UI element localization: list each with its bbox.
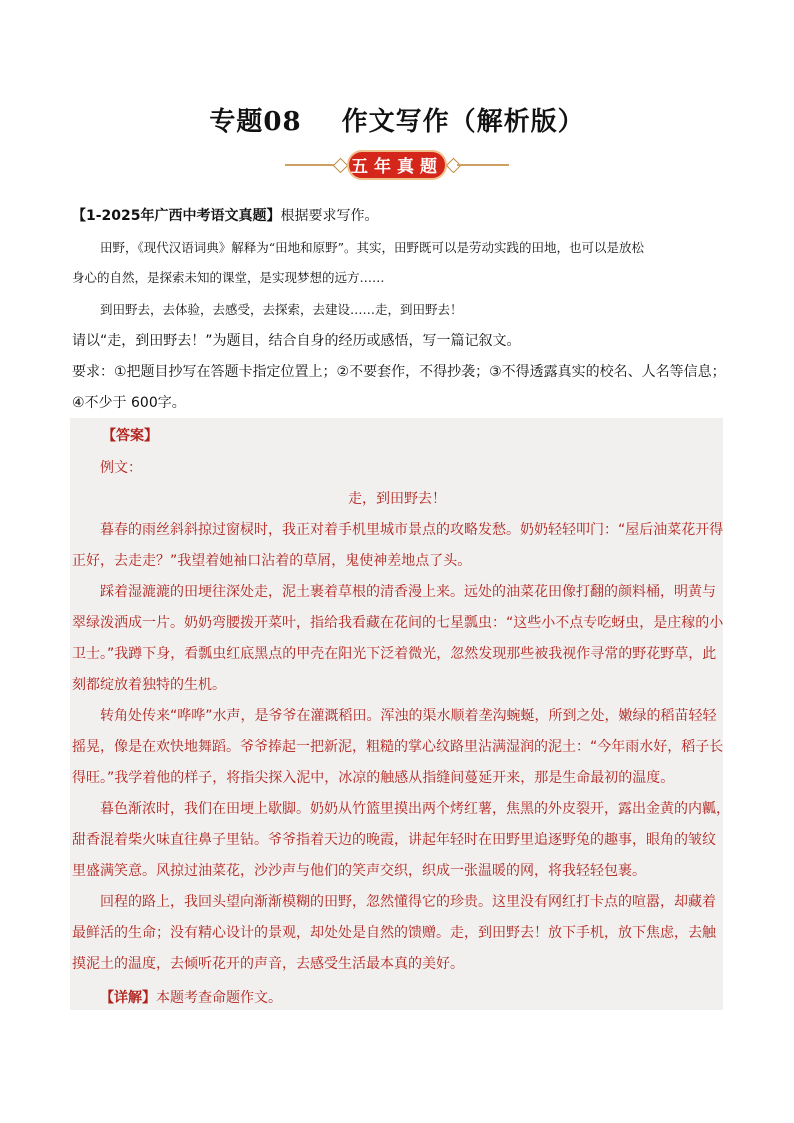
question-instruction: 根据要求写作。: [280, 208, 379, 224]
banner-diamond-left-icon: [333, 158, 349, 174]
essay-line: 踩着湿漉漉的田埂往深处走，泥土裹着草根的清香漫上来。远处的油菜花田像打翻的颜料桶，明黄与: [100, 584, 716, 600]
material-line-3: 到田野去，去体验，去感受，去探索，去建设……走，到田野去！: [100, 302, 463, 317]
section-badge: 五年真题: [347, 150, 447, 180]
section-banner: [277, 148, 517, 182]
banner-line-right: [457, 164, 509, 166]
essay-line: 刻都绽放着独特的生机。: [72, 677, 226, 693]
detail-text: 本题考查命题作文。: [156, 990, 282, 1006]
detail-label: 【详解】: [100, 990, 156, 1006]
essay-line: 甜香混着柴火味直往鼻子里钻。爷爷指着天边的晚霞，讲起年轻时在田野里追逐野兔的趣事，眼角的皱纹: [72, 832, 716, 848]
essay-line: 卫士。”我蹲下身，看瓢虫红底黑点的甲壳在阳光下泛着微光，忽然发现那些被我视作寻常的野花野草，此: [72, 646, 717, 662]
requirement-line-1: 要求：①把题目抄写在答题卡指定位置上；②不要套作，不得抄袭；③不得透露真实的校名、人名等信息；: [72, 364, 726, 380]
detail-line: [100, 988, 282, 1008]
essay-line: 暮春的雨丝斜斜掠过窗棂时，我正对着手机里城市景点的攻略发愁。奶奶轻轻叩门：“屋后油菜花开得: [100, 522, 724, 538]
material-line-1: 田野，《现代汉语词典》解释为“田地和原野”。其实，田野既可以是劳动实践的田地，也可以是放松: [100, 240, 645, 255]
essay-line: 翠绿泼洒成一片。奶奶弯腰拨开菜叶，指给我看藏在花间的七星瓢虫：“这些小不点专吃蚜虫，是庄稼的小: [72, 615, 724, 631]
requirement-line-2: ④不少于 600字。: [72, 395, 186, 411]
essay-line: 摇晃，像是在欢快地舞蹈。爷爷捧起一把新泥，粗糙的掌心纹路里沾满湿润的泥土：“今年雨水好，稻子长: [72, 739, 724, 755]
essay-title: 走，到田野去！: [348, 491, 446, 507]
page-title: [0, 101, 794, 138]
essay-line: 里盛满笑意。风掠过油菜花，沙沙声与他们的笑声交织，织成一张温暖的网，将我轻轻包裹。: [72, 863, 646, 879]
essay-line: 回程的路上，我回头望向渐渐模糊的田野，忽然懂得它的珍贵。这里没有网红打卡点的喧嚣，却藏着: [100, 894, 716, 910]
example-label: 例文：: [100, 460, 142, 476]
writing-prompt: 请以“走，到田野去！”为题目，结合自身的经历或感悟，写一篇记叙文。: [72, 333, 521, 349]
essay-line: 暮色渐浓时，我们在田埂上歇脚。奶奶从竹篮里摸出两个烤红薯，焦黑的外皮裂开，露出金黄的内瓤，: [100, 801, 730, 817]
essay-line: 最鲜活的生命；没有精心设计的景观，却处处是自然的馈赠。走，到田野去！放下手机，放下焦虑，去触: [72, 925, 716, 941]
essay-line: 得旺。”我学着他的样子，将指尖探入泥中，冰凉的触感从指缝间蔓延开来，那是生命最初的温度。: [72, 770, 675, 786]
banner-line-left: [285, 164, 337, 166]
essay-line: 摸泥土的温度，去倾听花开的声音，去感受生活最本真的美好。: [72, 956, 464, 972]
answer-label: 【答案】: [102, 428, 158, 444]
title-prefix: 专题08: [209, 107, 302, 137]
question-heading: [72, 206, 379, 226]
essay-line: 正好，去走走？”我望着她袖口沾着的草屑，鬼使神差地点了头。: [72, 553, 472, 569]
title-main: 作文写作（解析版）: [341, 107, 585, 137]
question-source: 【1-2025年广西中考语文真题】: [72, 208, 281, 224]
essay-line: 转角处传来“哗哗”水声，是爷爷在灌溉稻田。浑浊的渠水顺着垄沟蜿蜒，所到之处，嫩绿的稻苗轻轻: [100, 708, 717, 724]
material-line-2: 身心的自然，是探索未知的课堂，是实现梦想的远方……: [72, 270, 385, 285]
